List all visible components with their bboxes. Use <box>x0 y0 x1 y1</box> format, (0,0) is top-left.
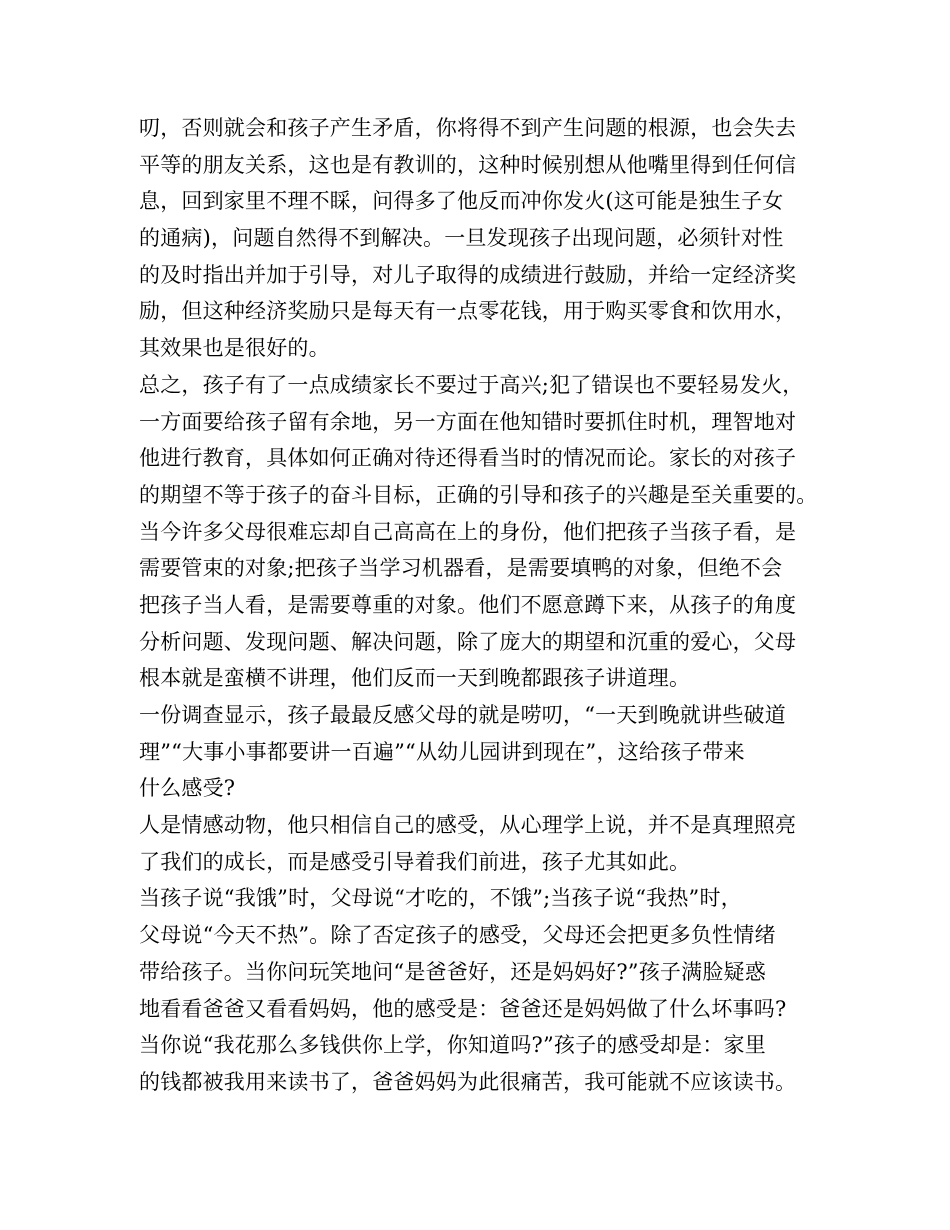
text-line: 总之，孩子有了一点成绩家长不要过于高兴;犯了错误也不要轻易发火， <box>139 372 804 397</box>
text-line: 人是情感动物，他只相信自己的感受，从心理学上说，并不是真理照亮 <box>139 813 797 838</box>
text-line: 理”“大事小事都要讲一百遍”“从幼儿园讲到现在”，这给孩子带来 <box>139 739 745 764</box>
text-line: 了我们的成长，而是感受引导着我们前进，孩子尤其如此。 <box>139 849 691 874</box>
text-line: 一方面要给孩子留有余地，另一方面在他知错时要抓住时机，理智地对 <box>139 409 797 434</box>
text-line: 他进行教育，具体如何正确对待还得看当时的情况而论。家长的对孩子 <box>139 446 797 471</box>
text-line: 当今许多父母很难忘却自己高高在上的身份，他们把孩子当孩子看，是 <box>139 519 797 544</box>
text-line: 一份调查显示，孩子最最反感父母的就是唠叨，“一天到晚就讲些破道 <box>139 703 786 727</box>
text-line: 当你说“我花那么多钱供你上学，你知道吗?”孩子的感受却是：家里 <box>139 1033 766 1058</box>
text-line: 什么感受? <box>139 776 236 801</box>
text-line: 其效果也是很好的。 <box>139 336 330 361</box>
text-line: 叨，否则就会和孩子产生矛盾，你将得不到产生问题的根源，也会失去 <box>139 116 797 140</box>
text-line: 当孩子说“我饿”时，父母说“才吃的，不饿”;当孩子说“我热”时， <box>139 886 742 911</box>
text-line: 励，但这种经济奖励只是每天有一点零花钱，用于购买零食和饮用水， <box>139 299 797 324</box>
text-line: 分析问题、发现问题、解决问题，除了庞大的期望和沉重的爱心，父母 <box>139 629 797 654</box>
text-line: 的及时指出并加于引导，对儿子取得的成绩进行鼓励，并给一定经济奖 <box>139 262 797 287</box>
text-line: 父母说“今天不热”。除了否定孩子的感受，父母还会把更多负性情绪 <box>139 923 776 948</box>
body-text <box>139 110 839 1101</box>
text-line: 的钱都被我用来读书了，爸爸妈妈为此很痛苦，我可能就不应该读书。 <box>139 1069 797 1094</box>
text-line: 的通病)，问题自然得不到解决。一旦发现孩子出现问题，必须针对性 <box>139 226 784 251</box>
text-line: 需要管束的对象;把孩子当学习机器看，是需要填鸭的对象，但绝不会 <box>139 556 783 581</box>
text-line: 带给孩子。当你问玩笑地问“是爸爸好，还是妈妈好?”孩子满脸疑惑 <box>139 959 766 984</box>
text-line: 的期望不等于孩子的奋斗目标，正确的引导和孩子的兴趣是至关重要的。 <box>139 482 818 507</box>
text-line: 把孩子当人看，是需要尊重的对象。他们不愿意蹲下来，从孩子的角度 <box>139 592 797 617</box>
text-line: 平等的朋友关系，这也是有教训的，这种时候别想从他嘴里得到任何信 <box>139 152 797 177</box>
text-line: 地看看爸爸又看看妈妈，他的感受是：爸爸还是妈妈做了什么坏事吗? <box>139 996 787 1021</box>
text-line: 息，回到家里不理不睬，问得多了他反而冲你发火(这可能是独生子女 <box>139 189 784 214</box>
text-line: 根本就是蛮横不讲理，他们反而一天到晚都跟孩子讲道理。 <box>139 666 691 691</box>
